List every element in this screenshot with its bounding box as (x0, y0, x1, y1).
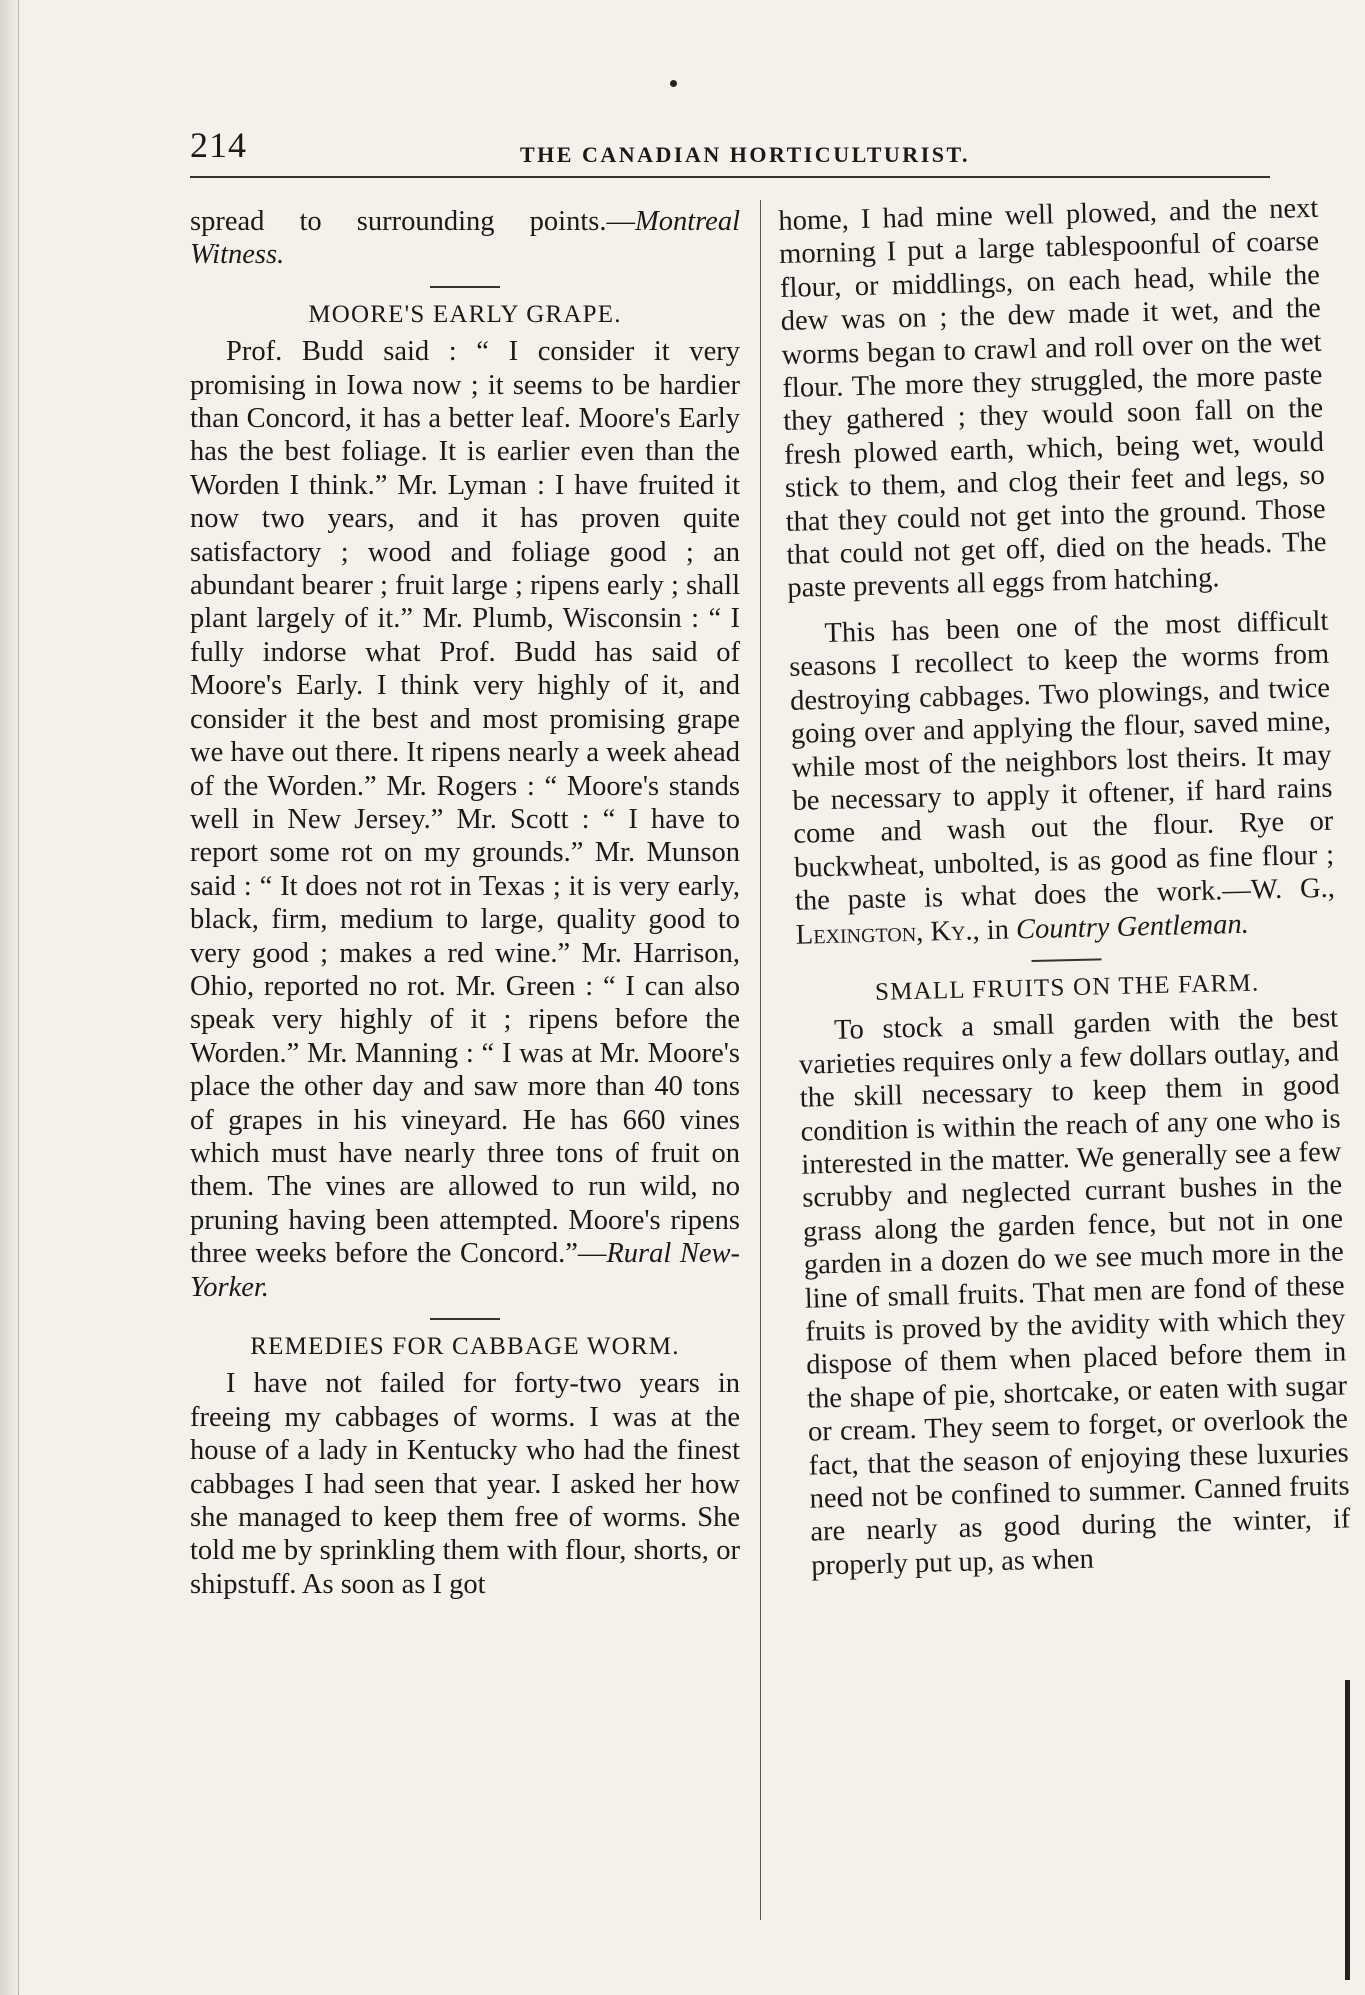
page-header (190, 118, 1270, 178)
ink-dot (670, 80, 677, 87)
page-binding-edge (0, 0, 19, 1995)
fruits-heading: SMALL FRUITS ON THE FARM. (874, 969, 1260, 1006)
header-rule (190, 176, 1270, 178)
grape-article (190, 335, 740, 1304)
right-column (778, 192, 1352, 1583)
cabbage-paragraph-2 (788, 605, 1336, 952)
cabbage-continued: home, I had mine well plowed, and the next morning I put a large tablespoonful of coarse flour, or middlings, on each head, while the dew was on ; the dew made it wet, and the worms began to crawl and roll over on the wet flour. The more they struggled, the more paste they gathered ; they would soon fall on the fresh plowed earth, which, being wet, would stick to them, and clog their feet and legs, so that they could not get into the ground. Those that could not get off, died on the heads. The paste prevents all eggs from hatching. (778, 192, 1327, 605)
grape-body: Prof. Budd said : “ I consider it very promising in Iowa now ; it seems to be hardier than Concord, it has a better leaf. Moore's Early has the best foliage. It is earlier even than the Worden I think.” Mr. Lyman : I have fruited it now two years, and it has proven quite satisfactory ; wood and foliage good ; an abundant bearer ; fruit large ; ripens early ; shall plant largely of it.” Mr. Plumb, Wisconsin : “ I fully indorse what Prof. Budd has said of Moore's Early. I think very highly of it, and consider it the best and most promising grape we have out there. It ripens nearly a week ahead of the Worden.” Mr. Rogers : “ Moore's stands well in New Jersey.” Mr. Scott : “ I have to report some rot on my grounds.” Mr. Munson said : “ It does not rot in Texas ; it is very early, black, firm, medium to large, quality good to very good ; makes a red wine.” Mr. Harrison, Ohio, reported no rot. Mr. Green : “ I can also speak very highly of it ; ripens before the Worden.” Mr. Manning : “ I was at Mr. Moore's place the other day and saw more than 40 tons of grapes in his vineyard. He has 660 vines which must have nearly three tons of fruit on them. The vines are allowed to run wild, no pruning having been attempted. Moore's ripens three weeks before the Concord.”— (190, 336, 740, 1270)
grape-credit: Rural New-Yorker. (190, 1238, 740, 1303)
fruits-body: To stock a small garden with the best varieties requires only a few dollars outlay, and the skill necessary to keep them in good condition is within the reach of any one who is interested in the matter. We generally see a few scrubby and neglected currant bushes in the grass along the garden fence, but not in one garden in a dozen do we see much more in the line of small fruits. That men are fond of these fruits is proved by the avidity with which they dispose of them when placed before them in the shape of pie, shortcake, or eaten with sugar or cream. They seem to forget, or overlook the fact, that the season of enjoying these luxuries need not be confined to summer. Canned fruits are nearly as good during the winter, if properly put up, as when (798, 1002, 1351, 1582)
grape-heading: MOORE'S EARLY GRAPE. (308, 300, 622, 328)
cabbage-credit: Country Gentleman. (1015, 908, 1250, 945)
intro-credit: Montreal Witness. (190, 206, 740, 271)
journal-title: THE CANADIAN HORTICULTURIST. (520, 142, 971, 167)
cabbage-body: I have not failed for forty-two years in freeing my cabbages of worms. I was at the house of a lady in Kentucky who had the finest cabbages I had seen that year. I asked her how she managed to keep them free of worms. She told me by sprinkling them with flour, shorts, or shipstuff. As soon as I got (190, 1368, 740, 1600)
cabbage-para2-text: This has been one of the most difficult seasons I recollect to keep the worms from destroying cabbages. Two plowings, and twice going over and applying the flour, saved mine, while most of the neighbors lost theirs. It may be necessary to apply it oftener, if hard rains come and wash out the flour. Rye or buckwheat, unbolted, is as good as fine flour ; the paste is what does the work.—W. G., (788, 605, 1336, 917)
section-rule (430, 1318, 500, 1320)
section-rule (1032, 958, 1102, 962)
cabbage-credit-prefix: in (986, 913, 1017, 946)
column-divider (760, 200, 761, 1920)
section-rule (430, 286, 500, 288)
left-column (190, 205, 740, 1601)
page-number: 214 (190, 125, 247, 165)
cabbage-signature-place: Lexington, Ky., (795, 914, 981, 951)
intro-text: spread to surrounding points.— (190, 206, 635, 237)
intro-paragraph (190, 205, 740, 272)
page-edge-mark (1345, 1680, 1350, 1980)
cabbage-heading: REMEDIES FOR CABBAGE WORM. (250, 1333, 680, 1360)
